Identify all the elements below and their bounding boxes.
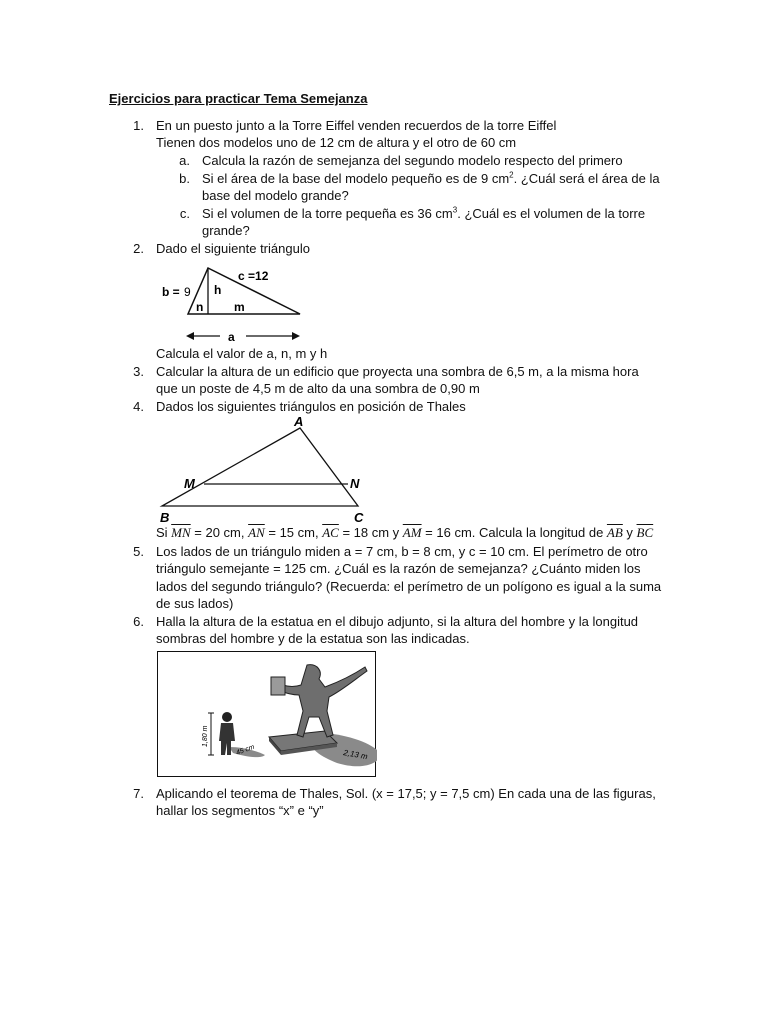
subitem-label: c.	[179, 206, 190, 221]
vertex-C: C	[354, 510, 364, 524]
label-m: m	[234, 300, 245, 314]
item-number: 6.	[133, 614, 144, 629]
item-number: 7.	[133, 786, 144, 801]
q1b-line1: Si el área de la base del modelo pequeño es de 9 $cm^2$. ¿Cuál será el área de la	[202, 170, 660, 186]
vertex-A: A	[294, 414, 304, 429]
statue-shadow-illustration	[157, 651, 377, 777]
q4-text: Dados los siguientes triángulos en posición de Thales	[156, 399, 466, 414]
q4-data-line: Si $\overline{MN} = 20$ cm, $\overline{AN} = 15$ cm, $\overline{AC} = 18$ cm y $\overline{AM} = 16$ cm. Calcula la longitud de $\overline{AB}$ y $\overline{BC}$	[156, 525, 654, 540]
man-shadow-label: 45 cm	[235, 743, 256, 757]
label-h: h	[214, 283, 222, 297]
label-c: c =12	[238, 269, 269, 283]
q5-line2: triángulo semejante = 125 cm. ¿Cuál es la razón de semejanza? ¿Cuánto miden los	[156, 561, 641, 576]
q2-after: Calcula el valor de a, n, m y h	[156, 346, 328, 361]
q7-line1: Aplicando el teorema de Thales, Sol. (x = 17,5; y = 7,5 cm) En cada una de las figuras,	[156, 786, 656, 801]
q1c-line1: Si el volumen de la torre pequeña es 36 $cm^3$. ¿Cuál es el volumen de la torre	[202, 205, 646, 221]
q1c-line2: grande?	[202, 223, 250, 238]
q1b-line2: base del modelo grande?	[202, 188, 349, 203]
man-head	[222, 712, 232, 722]
q2-text: Dado el siguiente triángulo	[156, 241, 310, 256]
label-b: b =	[162, 285, 180, 299]
q1-line2: Tienen dos modelos uno de 12 cm de altura y el otro de 60 cm	[156, 135, 517, 150]
item-number: 4.	[133, 399, 144, 414]
q1-line1: En un puesto junto a la Torre Eiffel venden recuerdos de la torre Eiffel	[156, 118, 557, 133]
worksheet-title: Ejercicios para practicar Tema Semejanza	[109, 91, 368, 106]
q5-line4: de sus lados)	[156, 596, 234, 611]
item-number: 2.	[133, 241, 144, 256]
label-b-value: 9	[184, 285, 191, 299]
label-n: n	[196, 300, 204, 314]
man-height-label: 1,80 m	[202, 725, 209, 747]
point-M: M	[184, 476, 195, 491]
q3-line1: Calcular la altura de un edificio que proyecta una sombra de 6,5 m, a la misma hora	[156, 364, 639, 379]
item-number: 3.	[133, 364, 144, 379]
point-N: N	[350, 476, 360, 491]
q5-line3: lados del segundo triángulo? (Recuerda: el perímetro de un polígono es igual a la suma	[156, 579, 662, 594]
label-a: a	[228, 330, 235, 344]
vertex-B: B	[160, 510, 170, 524]
item-number: 5.	[133, 544, 144, 559]
statue-shadow-label: 2,13 m	[342, 748, 369, 762]
q6-line2: sombras del hombre y de la estatua son las indicadas.	[156, 631, 470, 646]
thales-triangle-figure	[150, 412, 380, 524]
item-number: 1.	[133, 118, 144, 133]
q5-line1: Los lados de un triángulo miden a = 7 cm, b = 8 cm, y c = 10 cm. El perímetro de otro	[156, 544, 648, 559]
q1a-text: Calcula la razón de semejanza del segundo modelo respecto del primero	[202, 153, 623, 168]
q3-line2: que un poste de 4,5 m de alto da una sombra de 0,90 m	[156, 381, 480, 396]
right-triangle-figure	[150, 260, 320, 348]
subitem-label: b.	[179, 171, 190, 186]
q6-line1: Halla la altura de la estatua en el dibujo adjunto, si la altura del hombre y la longitud	[156, 614, 639, 629]
q7-line2: hallar los segmentos “x” e “y”	[156, 803, 324, 818]
subitem-label: a.	[179, 153, 190, 168]
statue-book	[271, 677, 285, 695]
